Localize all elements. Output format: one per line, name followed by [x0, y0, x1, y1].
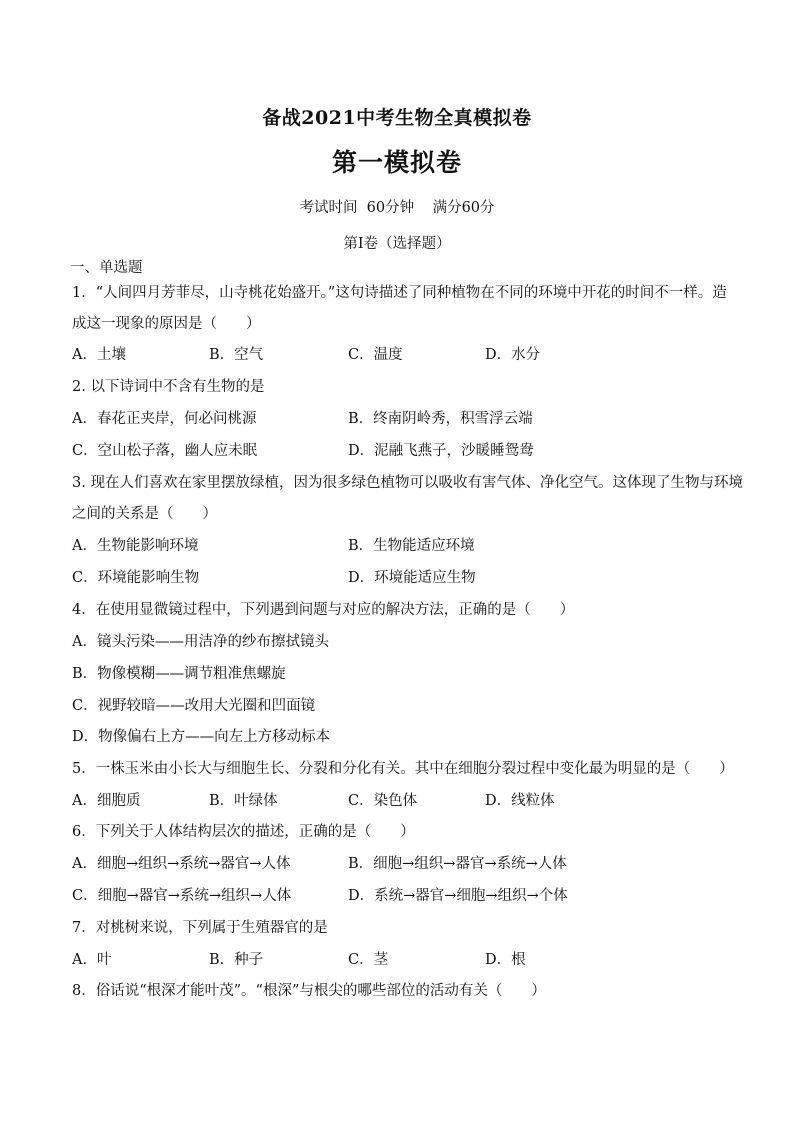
question-1-option-b: B．空气 — [209, 347, 264, 363]
question-5-option-c: C．染色体 — [348, 793, 418, 809]
question-7-option-d: D．根 — [485, 952, 526, 968]
paper-title: 备战2021中考生物全真模拟卷 — [262, 107, 532, 129]
question-8-stem-line-1: 8．俗话说“根深才能叶茂”。“根深”与根尖的哪些部位的活动有关（ ） — [72, 983, 546, 999]
question-7-stem-line-1: 7．对桃树来说，下列属于生殖器官的是 — [72, 920, 328, 936]
question-7-option-c: C．茎 — [348, 952, 389, 968]
question-4-stem-line-1: 4．在使用显微镜过程中，下列遇到问题与对应的解决方法，正确的是（ ） — [72, 602, 575, 618]
question-1-stem-line-2: 成这一现象的原因是（ ） — [72, 316, 261, 332]
question-4-option-d: D．物像偏右上方——向左上方移动标本 — [72, 729, 331, 745]
question-1-stem-line-1: 1．“人间四月芳菲尽，山寺桃花始盛开。”这句诗描述了同种植物在不同的环境中开花的时间不一样。造 — [72, 285, 727, 301]
question-3-option-d: D．环境能适应生物 — [348, 570, 476, 586]
question-6-option-a: A．细胞→组织→系统→器官→人体 — [72, 856, 291, 872]
question-6-option-c: C．细胞→器官→系统→组织→人体 — [72, 888, 292, 904]
section-title: 一、单选题 — [70, 260, 143, 276]
question-3-stem-line-2: 之间的关系是（ ） — [72, 506, 217, 522]
question-1-option-c: C．温度 — [348, 347, 403, 363]
question-2-option-c: C．空山松子落，幽人应未眠 — [72, 443, 258, 459]
question-6-stem-line-1: 6．下列关于人体结构层次的描述，正确的是（ ） — [72, 824, 415, 840]
exam-info: 考试时间 60分钟 满分60分 — [299, 200, 495, 216]
paper-subtitle: 第一模拟卷 — [331, 148, 462, 177]
question-7-option-a: A．叶 — [72, 952, 112, 968]
question-2-option-b: B．终南阴岭秀，积雪浮云端 — [348, 411, 533, 427]
question-7-option-b: B．种子 — [209, 952, 264, 968]
question-4-option-a: A．镜头污染——用洁净的纱布擦拭镜头 — [72, 634, 329, 650]
question-5-option-b: B．叶绿体 — [209, 793, 278, 809]
part-title: 第I卷（选择题） — [343, 236, 451, 252]
question-2-option-d: D．泥融飞燕子，沙暖睡鸳鸯 — [348, 443, 534, 459]
question-5-stem-line-1: 5．一株玉米由小长大与细胞生长、分裂和分化有关。其中在细胞分裂过程中变化最为明显的是（ ） — [72, 761, 734, 777]
question-3-option-a: A．生物能影响环境 — [72, 538, 199, 554]
question-2-stem-line-1: 2. 以下诗词中不含有生物的是 — [72, 379, 265, 395]
question-4-option-c: C．视野较暗——改用大光圈和凹面镜 — [72, 698, 316, 714]
question-3-stem-line-1: 3. 现在人们喜欢在家里摆放绿植，因为很多绿色植物可以吸收有害气体、净化空气。这体现了生物与环境 — [72, 475, 743, 491]
question-5-option-a: A．细胞质 — [72, 793, 141, 809]
question-4-option-b: B．物像模糊——调节粗准焦螺旋 — [72, 666, 286, 682]
question-5-option-d: D．线粒体 — [485, 793, 555, 809]
question-1-option-d: D．水分 — [485, 347, 541, 363]
question-3-option-c: C．环境能影响生物 — [72, 570, 200, 586]
question-3-option-b: B．生物能适应环境 — [348, 538, 475, 554]
question-1-option-a: A．土壤 — [72, 347, 126, 363]
question-2-option-a: A．春花正夹岸，何必问桃源 — [72, 411, 257, 427]
question-6-option-b: B．细胞→组织→器官→系统→人体 — [348, 856, 567, 872]
question-6-option-d: D．系统→器官→细胞→组织→个体 — [348, 888, 568, 904]
